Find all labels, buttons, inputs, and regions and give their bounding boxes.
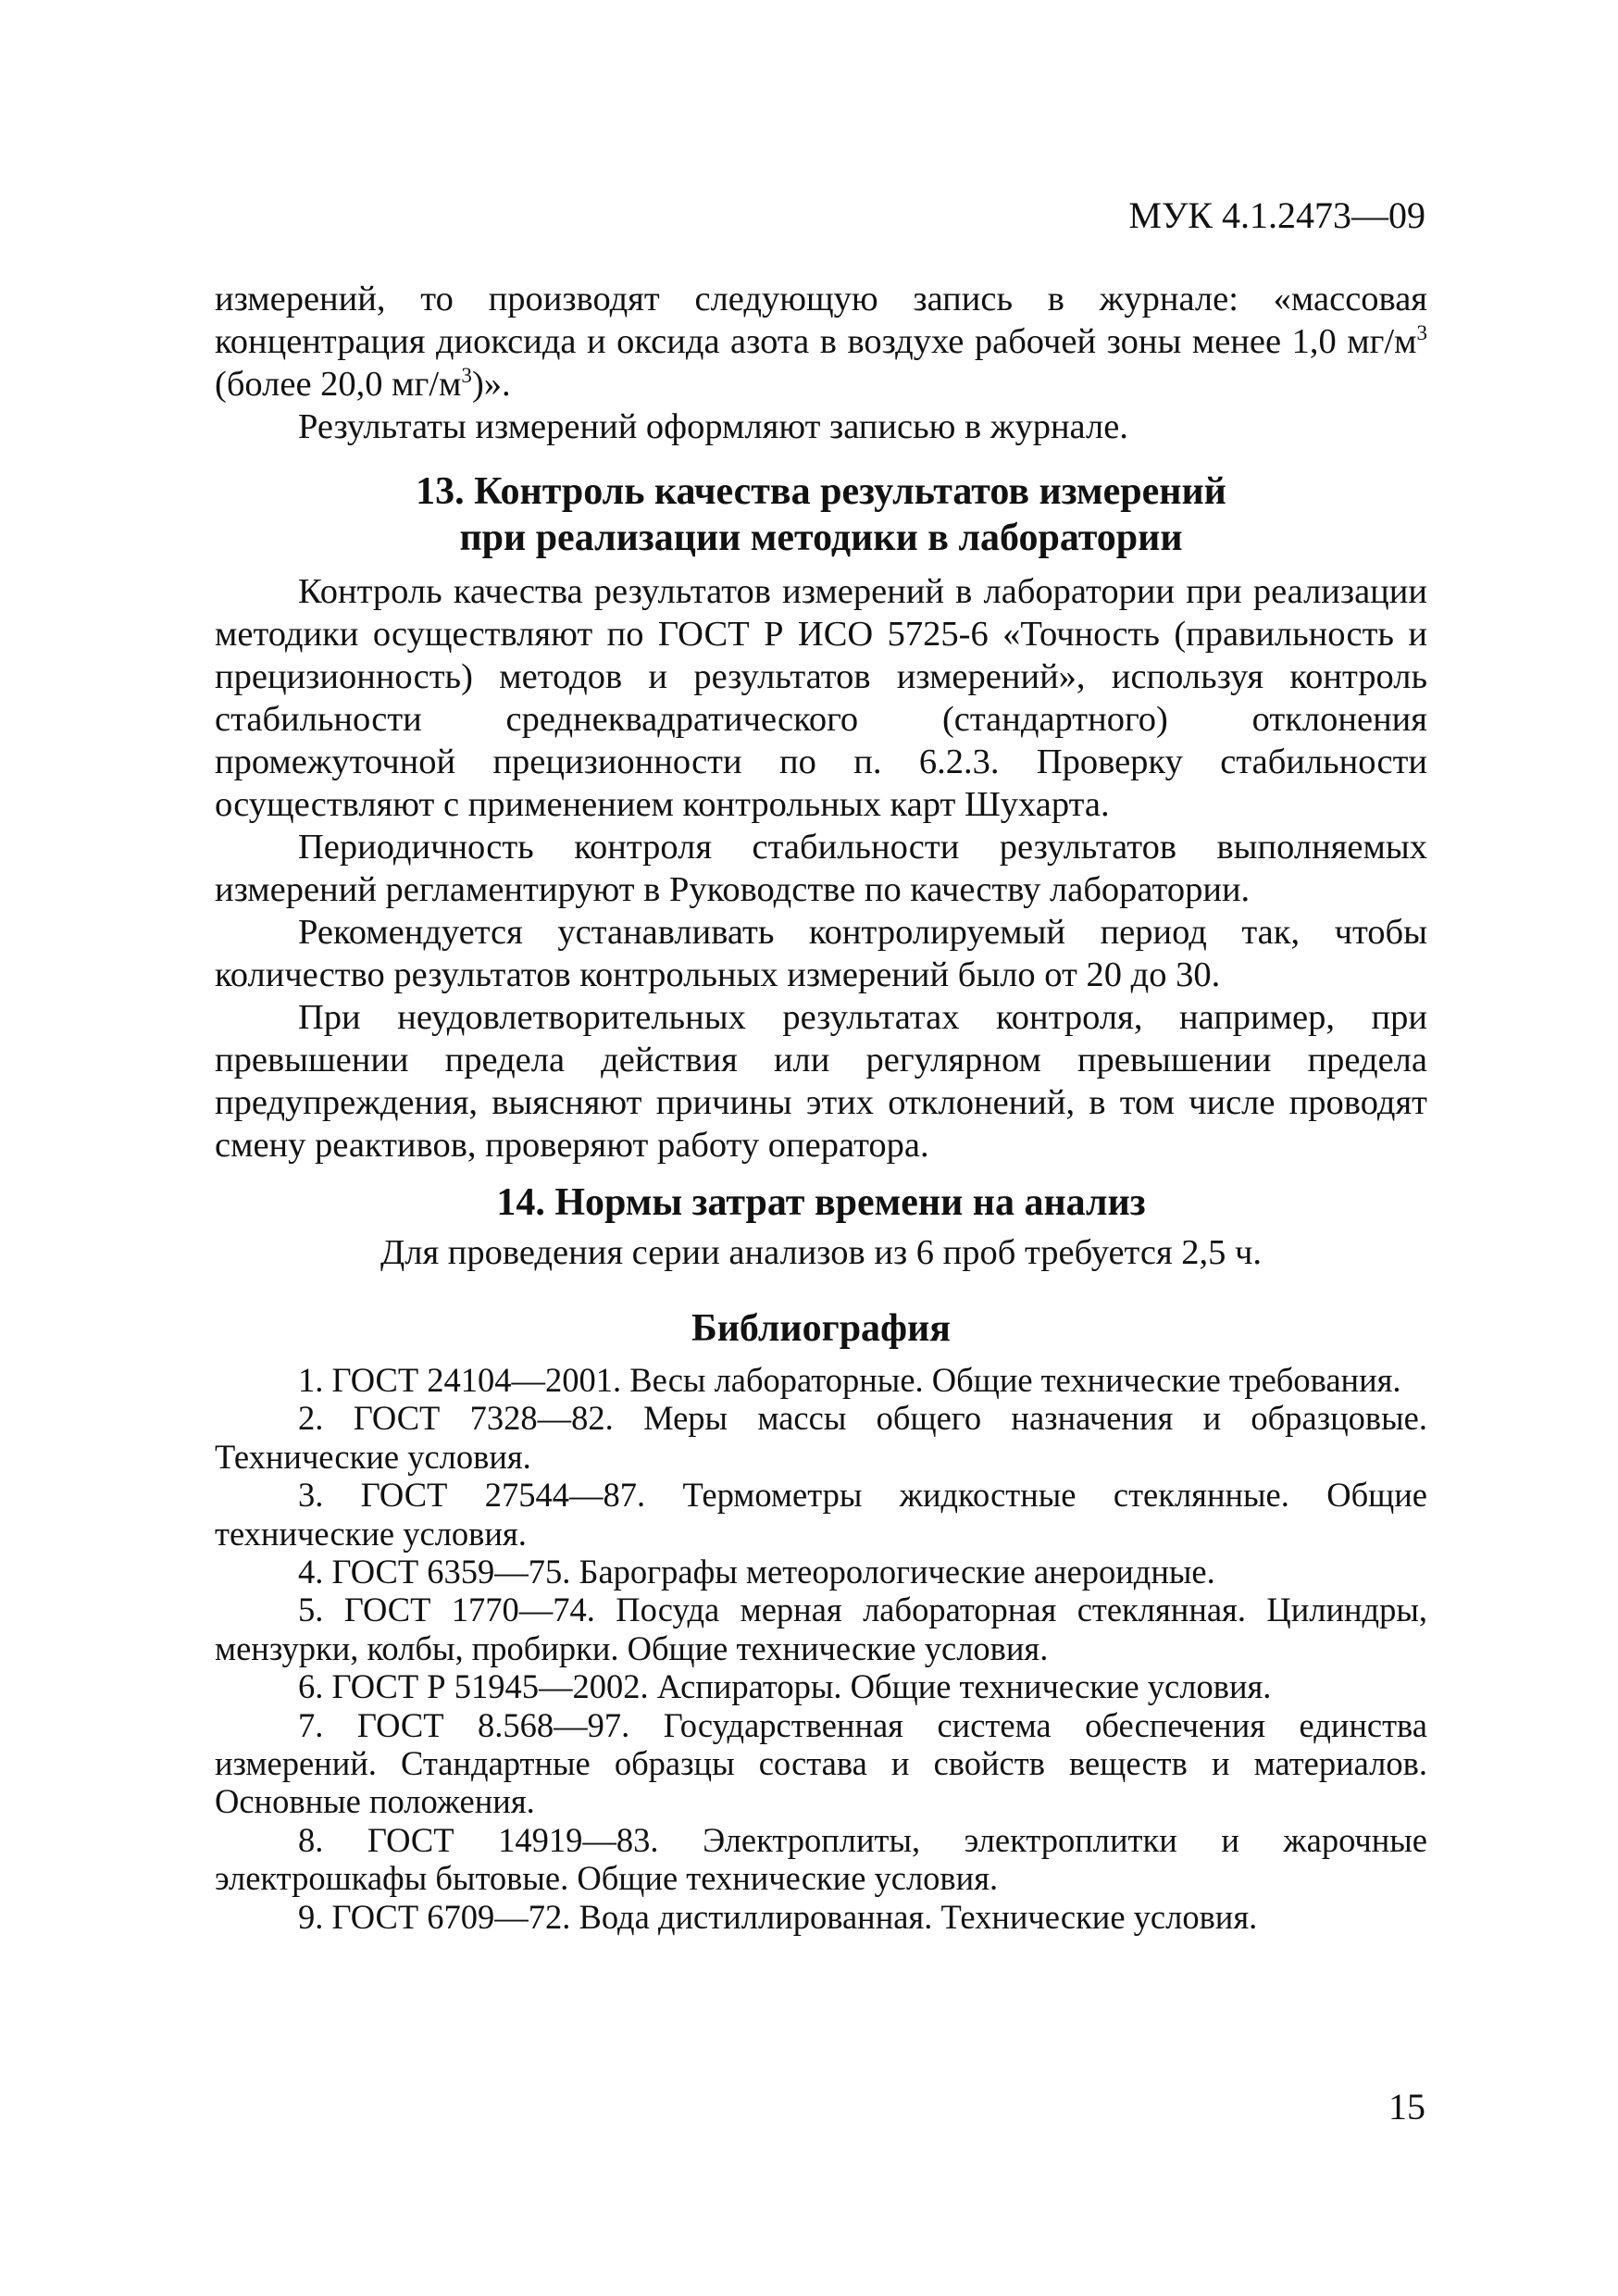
intro-text-b: (более 20,0 мг/м [215, 365, 462, 404]
section-14-heading: 14. Нормы затрат времени на анализ [496, 1181, 1146, 1224]
section-13-paragraph-4: При неудовлетворительных результатах контроля, например, при превышении предела действия или регулярном превышении предела предупреждения, выясняют причины этих отклонений, в том числе проводят смену реактивов, проверяют работу оператора. [215, 998, 1427, 1165]
superscript-3: 3 [1416, 320, 1427, 345]
document-code: МУК 4.1.2473—09 [1128, 194, 1425, 236]
section-13-paragraph-1: Контроль качества результатов измерений в лаборатории при реализации методики осуществляют по ГОСТ Р ИСО 5725-6 «Точность (правильность и прецизионность) методов и результатов измерений», используя контроль стабильности среднеквадратического (стандартного) отклонения промежуточной прецизионности по п. 6.2.3. Проверку стабильности осуществляют с применением контрольных карт Шухарта. [215, 572, 1427, 824]
bibliography-item: 9. ГОСТ 6709—72. Вода дистиллированная. Технические условия. [298, 1897, 1258, 1936]
section-13-heading [215, 468, 1427, 561]
bibliography-list [215, 1361, 1427, 1936]
bibliography-item: 1. ГОСТ 24104—2001. Весы лабораторные. Общие технические требования. [298, 1361, 1401, 1399]
bibliography-item: 7. ГОСТ 8.568—97. Государственная система обеспечения единства измерений. Стандартные образцы состава и свойств веществ и материалов. Основные положения. [215, 1705, 1427, 1821]
bibliography-heading: Библиография [691, 1307, 952, 1350]
intro-text-a: измерений, то производят следующую запись в журнале: «массовая концентрация диоксида и оксида азота в воздухе рабочей зоны менее 1,0 мг/м [215, 280, 1427, 361]
bibliography-item: 5. ГОСТ 1770—74. Посуда мерная лабораторная стеклянная. Цилиндры, мензурки, колбы, пробирки. Общие технические условия. [215, 1591, 1427, 1667]
bibliography-item: 3. ГОСТ 27544—87. Термометры жидкостные стеклянные. Общие технические условия. [215, 1476, 1427, 1553]
section-13-title-line2: при реализации методики в лаборатории [459, 517, 1183, 559]
page-content [215, 278, 1427, 1936]
intro-paragraph [215, 278, 1427, 406]
bibliography-item: 6. ГОСТ Р 51945—2002. Аспираторы. Общие технические условия. [298, 1667, 1272, 1706]
section-14-paragraph: Для проведения серии анализов из 6 проб требуется 2,5 ч. [380, 1233, 1263, 1272]
bibliography-item: 4. ГОСТ 6359—75. Барографы метеорологические анероидные. [298, 1553, 1215, 1591]
intro-text-c: )». [471, 365, 511, 404]
page-number: 15 [1388, 2086, 1425, 2128]
intro-results-paragraph: Результаты измерений оформляют записью в журнале. [298, 407, 1128, 446]
section-13-title-line1: 13. Контроль качества результатов измерений [416, 470, 1226, 513]
bibliography-item: 2. ГОСТ 7328—82. Меры массы общего назначения и образцовые. Технические условия. [215, 1399, 1427, 1476]
bibliography-item: 8. ГОСТ 14919—83. Электроплиты, электроплитки и жарочные электрошкафы бытовые. Общие технические условия. [215, 1820, 1427, 1898]
superscript-3-second: 3 [461, 363, 472, 388]
section-13-paragraph-2: Периодичность контроля стабильности результатов выполняемых измерений регламентируют в Руководстве по качеству лаборатории. [215, 828, 1427, 909]
section-13-paragraph-3: Рекомендуется устанавливать контролируемый период так, чтобы количество результатов контрольных измерений было от 20 до 30. [215, 913, 1427, 994]
